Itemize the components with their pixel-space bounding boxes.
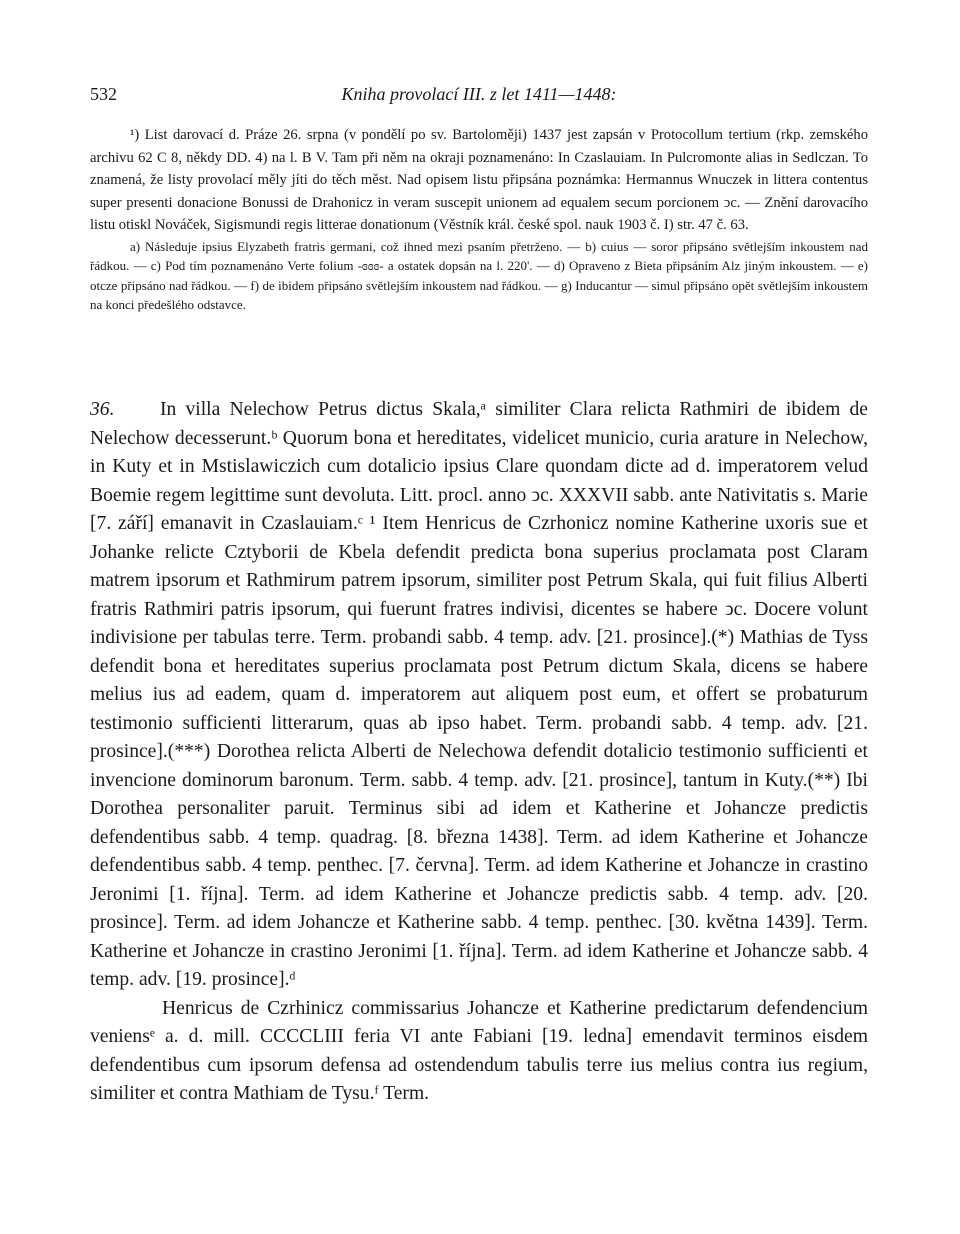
- paragraph-36: [90, 396, 868, 995]
- critical-notes: a) Následuje ipsius Elyzabeth fratris germani, což ihned mezi psaním přetrženo. — b) cuius — soror připsáno světlejším inkoustem nad řádkou. — c) Pod tím poznamenáno Verte folium -ɞɞɞ- a ostatek dopsán na l. 220'. — d) Opraveno z Bieta připsáním Alz jiným inkoustem. — e) otcze připsáno nad řádkou. — f) de ibidem připsáno světlejším inkoustem nad řádkou. — g) Inducantur — simul připsáno opět světlejším inkoustem na konci předešlého odstavce.: [90, 238, 868, 313]
- document-page: [90, 84, 868, 1104]
- page-number: 532: [90, 84, 117, 104]
- paragraph-continuation: Henricus de Czrhinicz commissarius Johancze et Katherine predictarum defendencium veniensᵉ a. d. mill. CCCCLIII feria VI ante Fabiani [19. ledna] emendavit terminos eisdem defendentibus cum ipsorum defensa ad ostendendum tabulis terre ius melius contra ius regium, similiter et contra Mathiam de Tysu.ᶠ Term.: [90, 997, 868, 1104]
- paragraph-number: 36.: [90, 399, 115, 420]
- page-header: [90, 84, 868, 114]
- running-title: Kniha provolací III. z let 1411—1448:: [341, 84, 617, 104]
- paragraph-36-text: In villa Nelechow Petrus dictus Skala,ᵃ similiter Clara relicta Rathmiri de ibidem de Nelechow decesserunt.ᵇ Quorum bona et hereditates, videlicet municio, curia arature in Nelechow, in Kuty et in Mstislawiczich cum dotalicio ipsius Clare quondam dicte ad d. imperatorem velud Boemie regem legittime sunt devoluta. Litt. procl. anno ↄc. XXXVII sabb. ante Nativitatis s. Marie [7. září] emanavit in Czaslauiam.ᶜ ¹ Item Henricus de Czrhonicz nomine Katherine uxoris sue et Johanke relicte Cztyborii de Kbela defendit predicta bona superius proclamata post Claram matrem ipsorum et Rathmirum patrem ipsorum, similiter post Petrum Skala, qui fuit filius Alberti fratris Rathmiri patris ipsorum, qui fuerunt fratres indivisi, dicentes se habere ↄc. Docere volunt indivisione per tabulas terre. Term. probandi sabb. 4 temp. adv. [21. prosince].(*) Mathias de Tyss defendit bona et hereditates superius proclamata post Petrum dictum Skala, dicens se habere melius ius ad eadem, quam d. imperatorem aut aliquem post eum, et offert se probaturum testimonio sufficienti litterarum, quas ab ipso habet. Term. probandi sabb. 4 temp. adv. [21. prosince].(***) Dorothea relicta Alberti de Nelechowa defendit dotalicio testimonio sufficienti et invencione dominorum baronum. Term. sabb. 4 temp. adv. [21. prosince], tantum in Kuty.(**) Ibi Dorothea personaliter paruit. Terminus sibi ad idem et Katherine et Johancze predictis defendentibus sabb. 4 temp. quadrag. [8. března 1438]. Term. ad idem Katherine et Johancze defendentibus sabb. 4 temp. penthec. [7. června]. Term. ad idem Katherine et Johancze in crastino Jeronimi [1. října]. Term. ad idem Katherine et Johancze predictis sabb. 4 temp. adv. [20. prosince]. Term. ad idem Johancze et Katherine sabb. 4 temp. penthec. [30. května 1439]. Term. Katherine et Johancze in crastino Jeronimi [1. října]. Term. ad idem Katherine et Johancze sabb. 4 temp. adv. [19. prosince].ᵈ: [90, 399, 868, 990]
- footnote-1: ¹) List darovací d. Práze 26. srpna (v pondělí po sv. Bartoloměji) 1437 jest zapsán v Protocollum tertium (rkp. zemského archivu 62 C 8, někdy DD. 4) na l. B V. Tam při něm na okraji poznamenáno: In Czaslauiam. In Pulcromonte alias in Sedlczan. To znamená, že listy provolací měly jíti do těch měst. Nad opisem listu připsána poznámka: Hermannus Wnuczek in littera contentus super presenti donacione Bonussi de Drahonicz in veram suscepit unionem ad equalem secum porcionem ↄc. — Znění darovacího listu otiskl Nováček, Sigismundi regis litterae donationum (Věstník král. české spol. nauk 1903 č. I) str. 47 č. 63.: [90, 127, 868, 233]
- main-text: [90, 396, 868, 1109]
- footnotes-block: [90, 124, 868, 315]
